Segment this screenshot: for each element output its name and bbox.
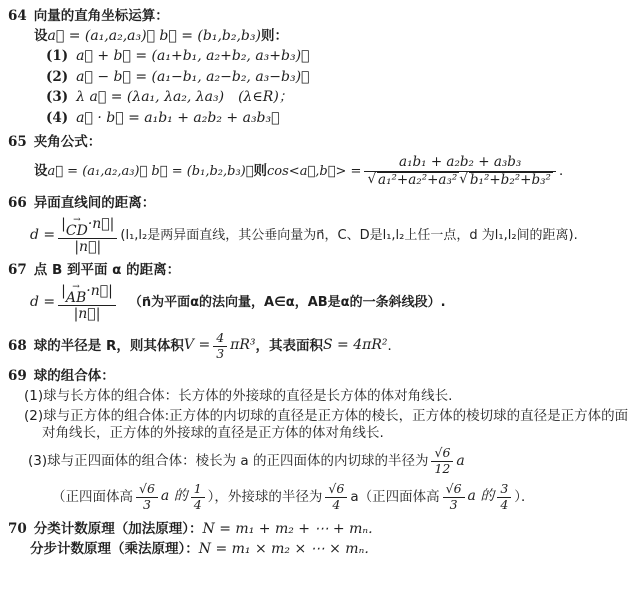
fraction-numerator: 4 [216,330,225,346]
fraction [191,482,205,512]
section-66 [8,195,632,255]
item-number: 65 [8,134,27,151]
section-title: 夹角公式： [33,134,102,151]
fraction-numerator [58,283,116,305]
combo-cube-line: (2)球与正方体的组合体:正方体的内切球的直径是正方体的棱长，正方体的棱切球的直径是正方体的面对角线长，正方体的外接球的直径是正方体的体对角线长. [24,407,629,441]
fraction-denominator: 3 [142,496,151,512]
section-64 [8,8,632,127]
vector-setup-line [34,28,632,46]
math-expression: a⃗ + b⃗ = (a₁+b₁, a₂+b₂, a₃+b₃)； [76,48,310,65]
sqrt-sign: √ [459,170,468,187]
note-text: （正四面体高 [52,488,133,505]
section-69-header [8,368,632,385]
fraction [431,446,453,476]
formula-64-2 [46,69,632,87]
period: ． [558,163,573,180]
vector-arrow-icon: → [73,215,81,226]
fraction-denominator [71,239,104,255]
combo-tetrahedron-line [28,446,632,476]
distance-formula-line [30,283,632,322]
note-math: a 的 [160,488,188,505]
fraction-denominator: 4 [193,496,202,512]
section-65 [8,134,632,188]
vector-definitions: a⃗ = (a₁,a₂,a₃)， b⃗ = (b₁,b₂,b₃)， [47,163,254,179]
fraction-denominator: 4 [332,496,341,512]
tetrahedron-text: (3)球与正四面体的组合体：棱长为 a 的正四面体的内切球的半径为 [28,452,429,469]
section-title: 异面直线间的距离： [33,195,156,212]
vector-overline [66,283,86,305]
angle-formula-line [34,155,632,188]
tetrahedron-radii-line [52,482,632,512]
setup-prefix: 设 [34,27,48,44]
item-number: 70 [8,520,27,537]
math-expression: λ a⃗ = (λa₁, λa₂, λa₃) (λ∈R)； [76,89,293,106]
fraction-denominator [364,172,556,189]
section-66-header [8,195,632,212]
cosine-lhs: cos<a⃗,b⃗> = [267,163,362,179]
fraction-numerator: √6 [434,445,451,461]
section-title: 球的组合体： [33,367,115,384]
period: ． [387,337,401,354]
fraction [325,482,347,512]
item-label: (3) [46,89,69,106]
note-text: a（正四面体高 [350,488,440,505]
volume-rhs: πR³ [230,337,256,354]
item-number: 64 [8,8,27,24]
distance-lhs: d = [30,226,56,243]
formula-64-1 [46,48,632,66]
item-number: 68 [8,337,27,354]
fraction-numerator: √6 [445,481,462,497]
radicand: a₁²+a₂²+a₃² [378,171,458,188]
vector-definitions: a⃗ = (a₁,a₂,a₃)， b⃗ = (b₁,b₂,b₃) [47,27,261,44]
vector-letters: CD [65,223,88,240]
principle-label: 分类计数原理（加法原理）： [33,520,203,537]
addition-principle-line [8,521,632,539]
fraction [364,155,556,188]
section-69 [8,368,632,512]
sphere-radius-text: 球的半径是 R，则其体积 [33,337,184,354]
setup-suffix: 则： [260,27,288,44]
fraction-denominator: 3 [216,345,225,361]
fraction-denominator: 12 [434,460,451,476]
formula-note: （n⃗为平面α的法向量，A∈α，AB是α的一条斜线段）. [128,294,446,310]
fraction-numerator: a₁b₁ + a₂b₂ + a₃b₃ [399,154,522,171]
principle-formula: N = m₁ + m₂ + ⋯ + mₙ． [202,520,383,537]
section-65-header [8,134,632,151]
abs-bar: | [61,283,66,300]
vector-overline [66,216,88,238]
section-70 [8,521,632,559]
note-text: ）． [514,488,535,505]
fraction [497,482,511,512]
dot-normal: ·n⃗| [86,283,113,300]
item-number: 69 [8,367,27,384]
normal-magnitude: |n⃗| [74,239,102,256]
normal-magnitude: |n⃗| [73,306,101,323]
radicand: b₁²+b₂²+b₃² [469,171,551,188]
sphere-volume-line [8,331,632,361]
section-68 [8,331,632,361]
abs-bar: | [61,216,66,233]
dot-normal: ·n⃗| [87,216,115,233]
item-label: (1) [46,48,69,65]
section-title: 向量的直角坐标运算： [33,8,169,24]
math-expression: a⃗ · b⃗ = a₁b₁ + a₂b₂ + a₃b₃； [76,109,280,126]
sqrt-radical [459,172,553,189]
formula-note: (l₁,l₂是两异面直线，其公垂向量为n⃗，C、D是l₁,l₂上任一点，d 为l₁,l₂间的距离). [120,227,578,243]
formula-64-3 [46,89,632,107]
sqrt-radical [367,172,459,189]
setup-prefix: 设 [34,163,48,180]
fraction-numerator: 3 [500,481,509,497]
fraction-denominator [71,306,104,322]
fraction-numerator [58,216,117,238]
fraction [136,482,158,512]
then-text: 则 [253,163,268,180]
item-label: (2) [46,68,69,85]
principle-formula: N = m₁ × m₂ × ⋯ × mₙ． [198,541,379,558]
vector-letters: AB [65,290,87,307]
item-label: (4) [46,109,69,126]
fraction-denominator: 3 [449,496,458,512]
fraction-numerator: √6 [139,481,155,497]
fraction-denominator: 4 [500,496,509,512]
edge-length-var: a [456,452,465,469]
section-67-header [8,262,632,279]
fraction [58,283,116,322]
section-title: 点 B 到平面 α 的距离： [33,262,181,279]
volume-lhs: V = [183,337,211,354]
fraction [58,216,117,255]
item-number: 67 [8,262,27,279]
note-math: a 的 [467,488,495,505]
distance-lhs: d = [30,293,56,310]
section-64-header [8,8,632,25]
item-number: 66 [8,195,27,212]
surface-area-formula: S = 4πR² [323,337,388,354]
fraction-numerator: 1 [193,481,202,497]
principle-label: 分步计数原理（乘法原理）： [30,541,199,558]
surface-area-text: ，其表面积 [255,337,324,354]
note-text: ），外接球的半径为 [207,488,323,505]
fraction-numerator: √6 [328,481,345,497]
fraction [443,482,465,512]
distance-formula-line [30,216,632,255]
section-67 [8,262,632,322]
multiplication-principle-line [30,541,632,559]
vector-arrow-icon: → [72,282,80,293]
formula-64-4 [46,110,632,128]
fraction [213,331,227,361]
math-expression: a⃗ − b⃗ = (a₁−b₁, a₂−b₂, a₃−b₃)； [76,68,310,85]
sqrt-sign: √ [367,170,377,187]
combo-cuboid-line: (1)球与长方体的组合体：长方体的外接球的直径是长方体的体对角线长. [24,387,453,404]
